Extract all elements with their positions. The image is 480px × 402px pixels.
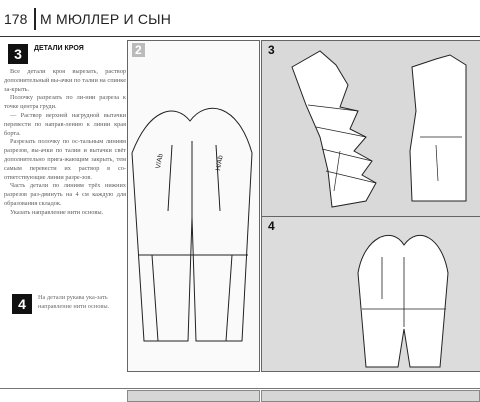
- figure-panel-2: [127, 40, 260, 372]
- paragraph: Часть детали по линиям трёх нижних разрезов раз-двинуть на 4 см каждую для образования складок.: [4, 182, 126, 207]
- header-rule-line: [0, 36, 480, 37]
- paragraph: Разрезать полочку по ос-тальным линиям разрезов, вы-ачки по талии и вытачки свёт дополнительно прига-жающим закрыть, тем самым перевести их раствор в со-ответствующие линии разре-зов.: [4, 138, 126, 181]
- paragraph: Все детали кроя вырезать, раствор дополнительный вы-ачки по талии на спинке за-крыть.: [4, 68, 126, 93]
- step-3-title: ДЕТАЛИ КРОЯ: [34, 45, 84, 52]
- figure-panel-4: [261, 216, 480, 372]
- svg-text:V/Ab: V/Ab: [155, 153, 165, 170]
- bodice-pattern-drawing: [262, 41, 480, 217]
- figure-panel-3: [261, 40, 480, 218]
- next-figure-edge-left: [127, 390, 260, 402]
- panel-4-label: 4: [268, 219, 275, 233]
- header-divider: [34, 8, 36, 30]
- sleeve-pattern-drawing: [128, 41, 259, 371]
- next-figure-edge-right: [261, 390, 480, 402]
- step-4-badge: 4: [12, 294, 32, 314]
- step-4-text: На детали рукава ука-зать направление нити основы.: [38, 294, 110, 310]
- paragraph: — Раствор верхней нагрудной вытачки перевести по направ-лению к линии края борта.: [4, 111, 126, 137]
- bottom-rule: [0, 388, 480, 389]
- panel-3-label: 3: [268, 43, 275, 57]
- running-title: М МЮЛЛЕР И СЫН: [40, 11, 172, 27]
- instructions-column: [4, 40, 126, 370]
- sleeve-detail-drawing: [262, 217, 480, 371]
- panel-2-label: 2: [132, 43, 145, 57]
- step-3-text: [4, 68, 126, 218]
- page-number: 178: [4, 11, 28, 27]
- step-3-badge: 3: [8, 44, 28, 64]
- svg-text:H/Ab: H/Ab: [215, 154, 225, 172]
- page-header: [0, 0, 480, 34]
- paragraph: Полочку разрезать по ли-нии разреза к точке центра груди.: [4, 94, 126, 111]
- paragraph: Указать направление нити основы.: [10, 208, 104, 216]
